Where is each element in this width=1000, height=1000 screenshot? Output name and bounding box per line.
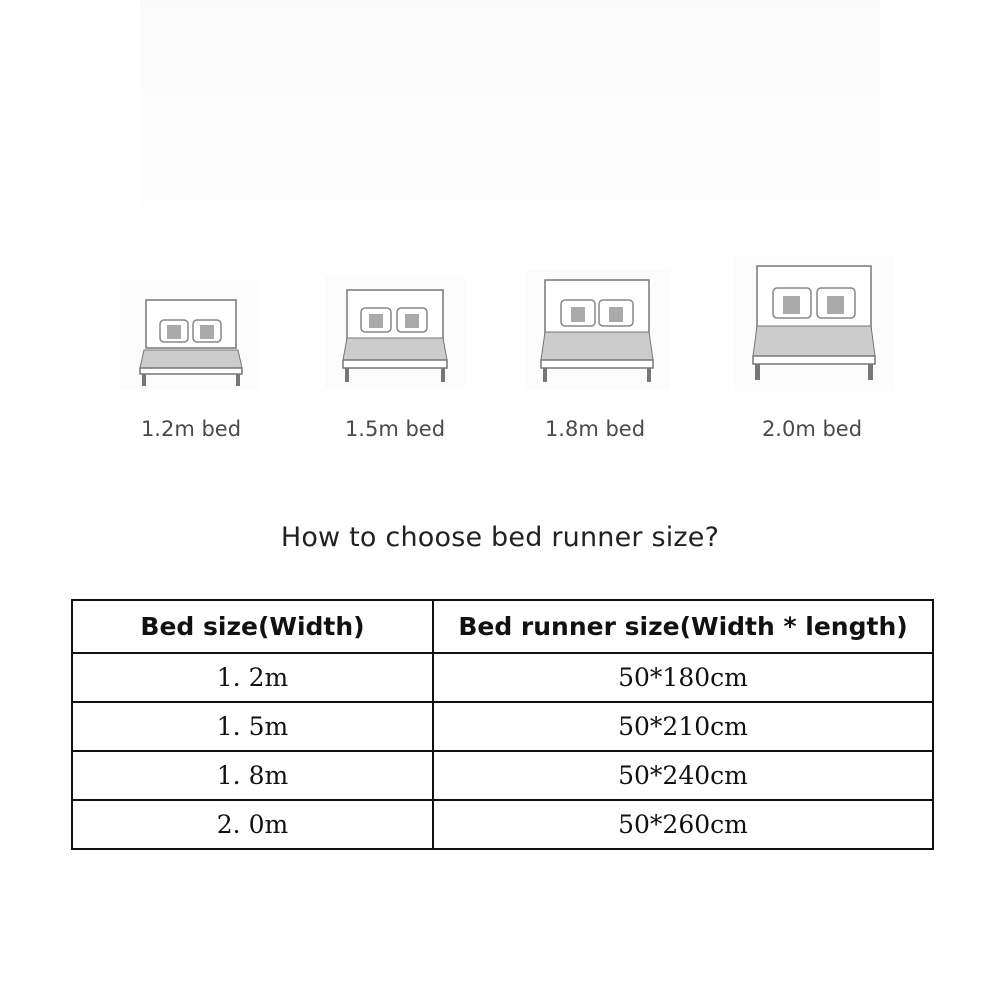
table-row — [72, 800, 933, 849]
table-row — [72, 751, 933, 800]
bed-size-cell: 1. 5m — [72, 702, 433, 751]
runner-size-cell: 50*180cm — [433, 653, 933, 702]
bed-icon-1-2m — [120, 280, 260, 390]
bed-icon-1-8m — [525, 270, 670, 390]
header-bed-size: Bed size(Width) — [72, 600, 433, 653]
bed-label-1-5m: 1.5m bed — [344, 417, 446, 441]
bed-label-1-2m: 1.2m bed — [140, 417, 242, 441]
bed-icon-1-5m — [325, 276, 465, 388]
header-runner-size: Bed runner size(Width * length) — [433, 600, 933, 653]
bed-label-1-8m: 1.8m bed — [544, 417, 646, 441]
section-title: How to choose bed runner size? — [280, 522, 720, 553]
runner-size-cell: 50*260cm — [433, 800, 933, 849]
runner-size-cell: 50*240cm — [433, 751, 933, 800]
faded-header-background — [140, 0, 880, 250]
bed-label-2-0m: 2.0m bed — [761, 417, 863, 441]
bed-icon-2-0m — [735, 256, 895, 391]
table-row — [72, 653, 933, 702]
bed-size-cell: 1. 2m — [72, 653, 433, 702]
size-table — [71, 599, 934, 850]
table-row — [72, 702, 933, 751]
bed-size-cell: 1. 8m — [72, 751, 433, 800]
runner-size-cell: 50*210cm — [433, 702, 933, 751]
bed-size-cell: 2. 0m — [72, 800, 433, 849]
table-header-row — [72, 600, 933, 653]
